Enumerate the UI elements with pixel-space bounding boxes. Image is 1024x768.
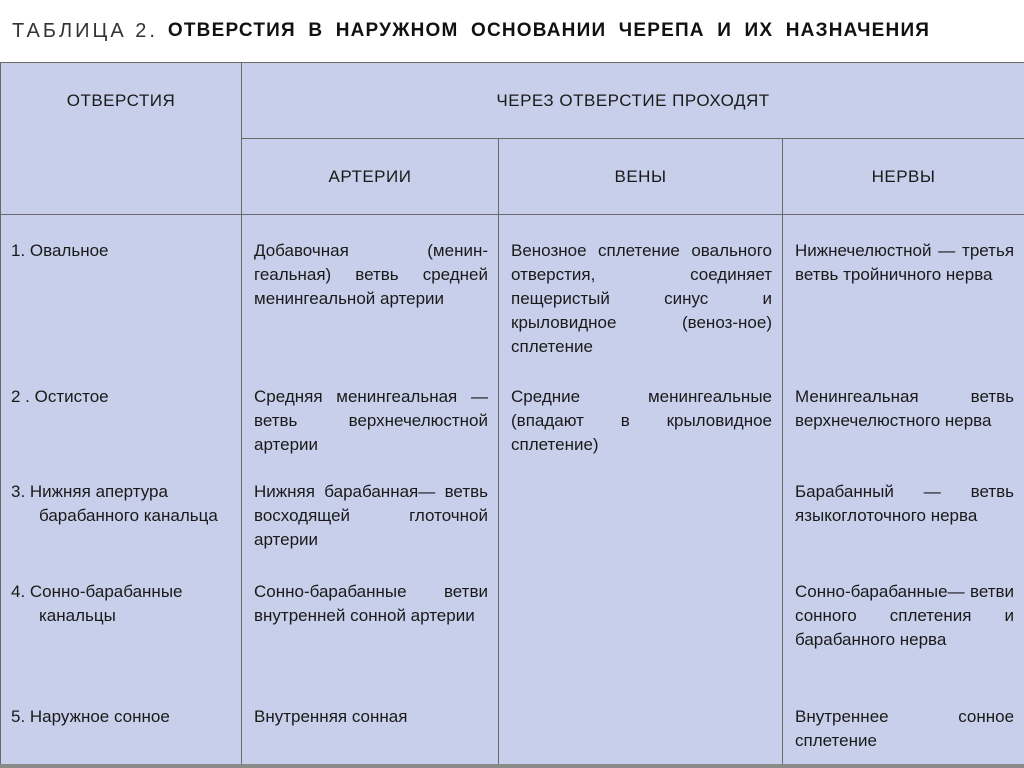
opening-line-2: барабанного канальца	[39, 505, 218, 525]
nerves-cell: Менингеальная ветвь верхнечелюстного нерва	[783, 365, 1024, 460]
nerves-cell: Сонно-барабанные— ветви сонного сплетения и барабанного нерва	[783, 560, 1024, 685]
veins-cell: Венозное сплетение овального отверстия, соединяет пещеристый синус и крыловидное (веноз-ное) сплетение	[499, 215, 783, 365]
header-arteries: АРТЕРИИ	[242, 139, 499, 215]
opening-cell: 5. Наружное сонное	[1, 685, 242, 768]
arteries-cell: Добавочная (менин-геальная) ветвь средней менингеальной артерии	[242, 215, 499, 365]
opening-cell: 1. Овальное	[1, 215, 242, 365]
arteries-cell: Сонно-барабанные ветви внутренней сонной артерии	[242, 560, 499, 685]
arteries-cell: Средняя менингеальная — ветвь верхнечелюстной артерии	[242, 365, 499, 460]
opening-cell	[1, 560, 242, 685]
opening-cell: 2 . Остистое	[1, 365, 242, 460]
table-number: ТАБЛИЦА 2.	[12, 19, 158, 42]
table-title	[0, 0, 1024, 62]
opening-cell	[1, 460, 242, 560]
veins-cell	[499, 685, 783, 768]
table-row	[1, 460, 1024, 560]
arteries-cell: Внутренняя сонная	[242, 685, 499, 768]
arteries-cell: Нижняя барабанная— ветвь восходящей глоточной артерии	[242, 460, 499, 560]
bottom-border	[0, 764, 1024, 768]
opening-line-2: канальцы	[39, 605, 116, 625]
header-row-1	[1, 63, 1024, 139]
header-passes-through: ЧЕРЕЗ ОТВЕРСТИЕ ПРОХОДЯТ	[242, 63, 1024, 139]
header-veins: ВЕНЫ	[499, 139, 783, 215]
opening-line-1: 4. Сонно-барабанные	[11, 581, 183, 601]
table-caption: ОТВЕРСТИЯ В НАРУЖНОМ ОСНОВАНИИ ЧЕРЕПА И ИХ НАЗНАЧЕНИЯ	[167, 20, 931, 41]
table-row	[1, 560, 1024, 685]
nerves-cell: Внутреннее сонное сплетение	[783, 685, 1024, 768]
header-openings: ОТВЕРСТИЯ	[1, 63, 242, 215]
table-row	[1, 365, 1024, 460]
veins-cell	[499, 560, 783, 685]
opening-line-1: 3. Нижняя апертура	[11, 481, 168, 501]
veins-cell: Средние менингеальные (впадают в крыловидное сплетение)	[499, 365, 783, 460]
openings-table	[0, 62, 1024, 768]
table-row	[1, 685, 1024, 768]
table-row	[1, 215, 1024, 365]
header-nerves: НЕРВЫ	[783, 139, 1024, 215]
nerves-cell: Нижнечелюстной — третья ветвь тройничного нерва	[783, 215, 1024, 365]
veins-cell	[499, 460, 783, 560]
nerves-cell: Барабанный — ветвь языкоглоточного нерва	[783, 460, 1024, 560]
